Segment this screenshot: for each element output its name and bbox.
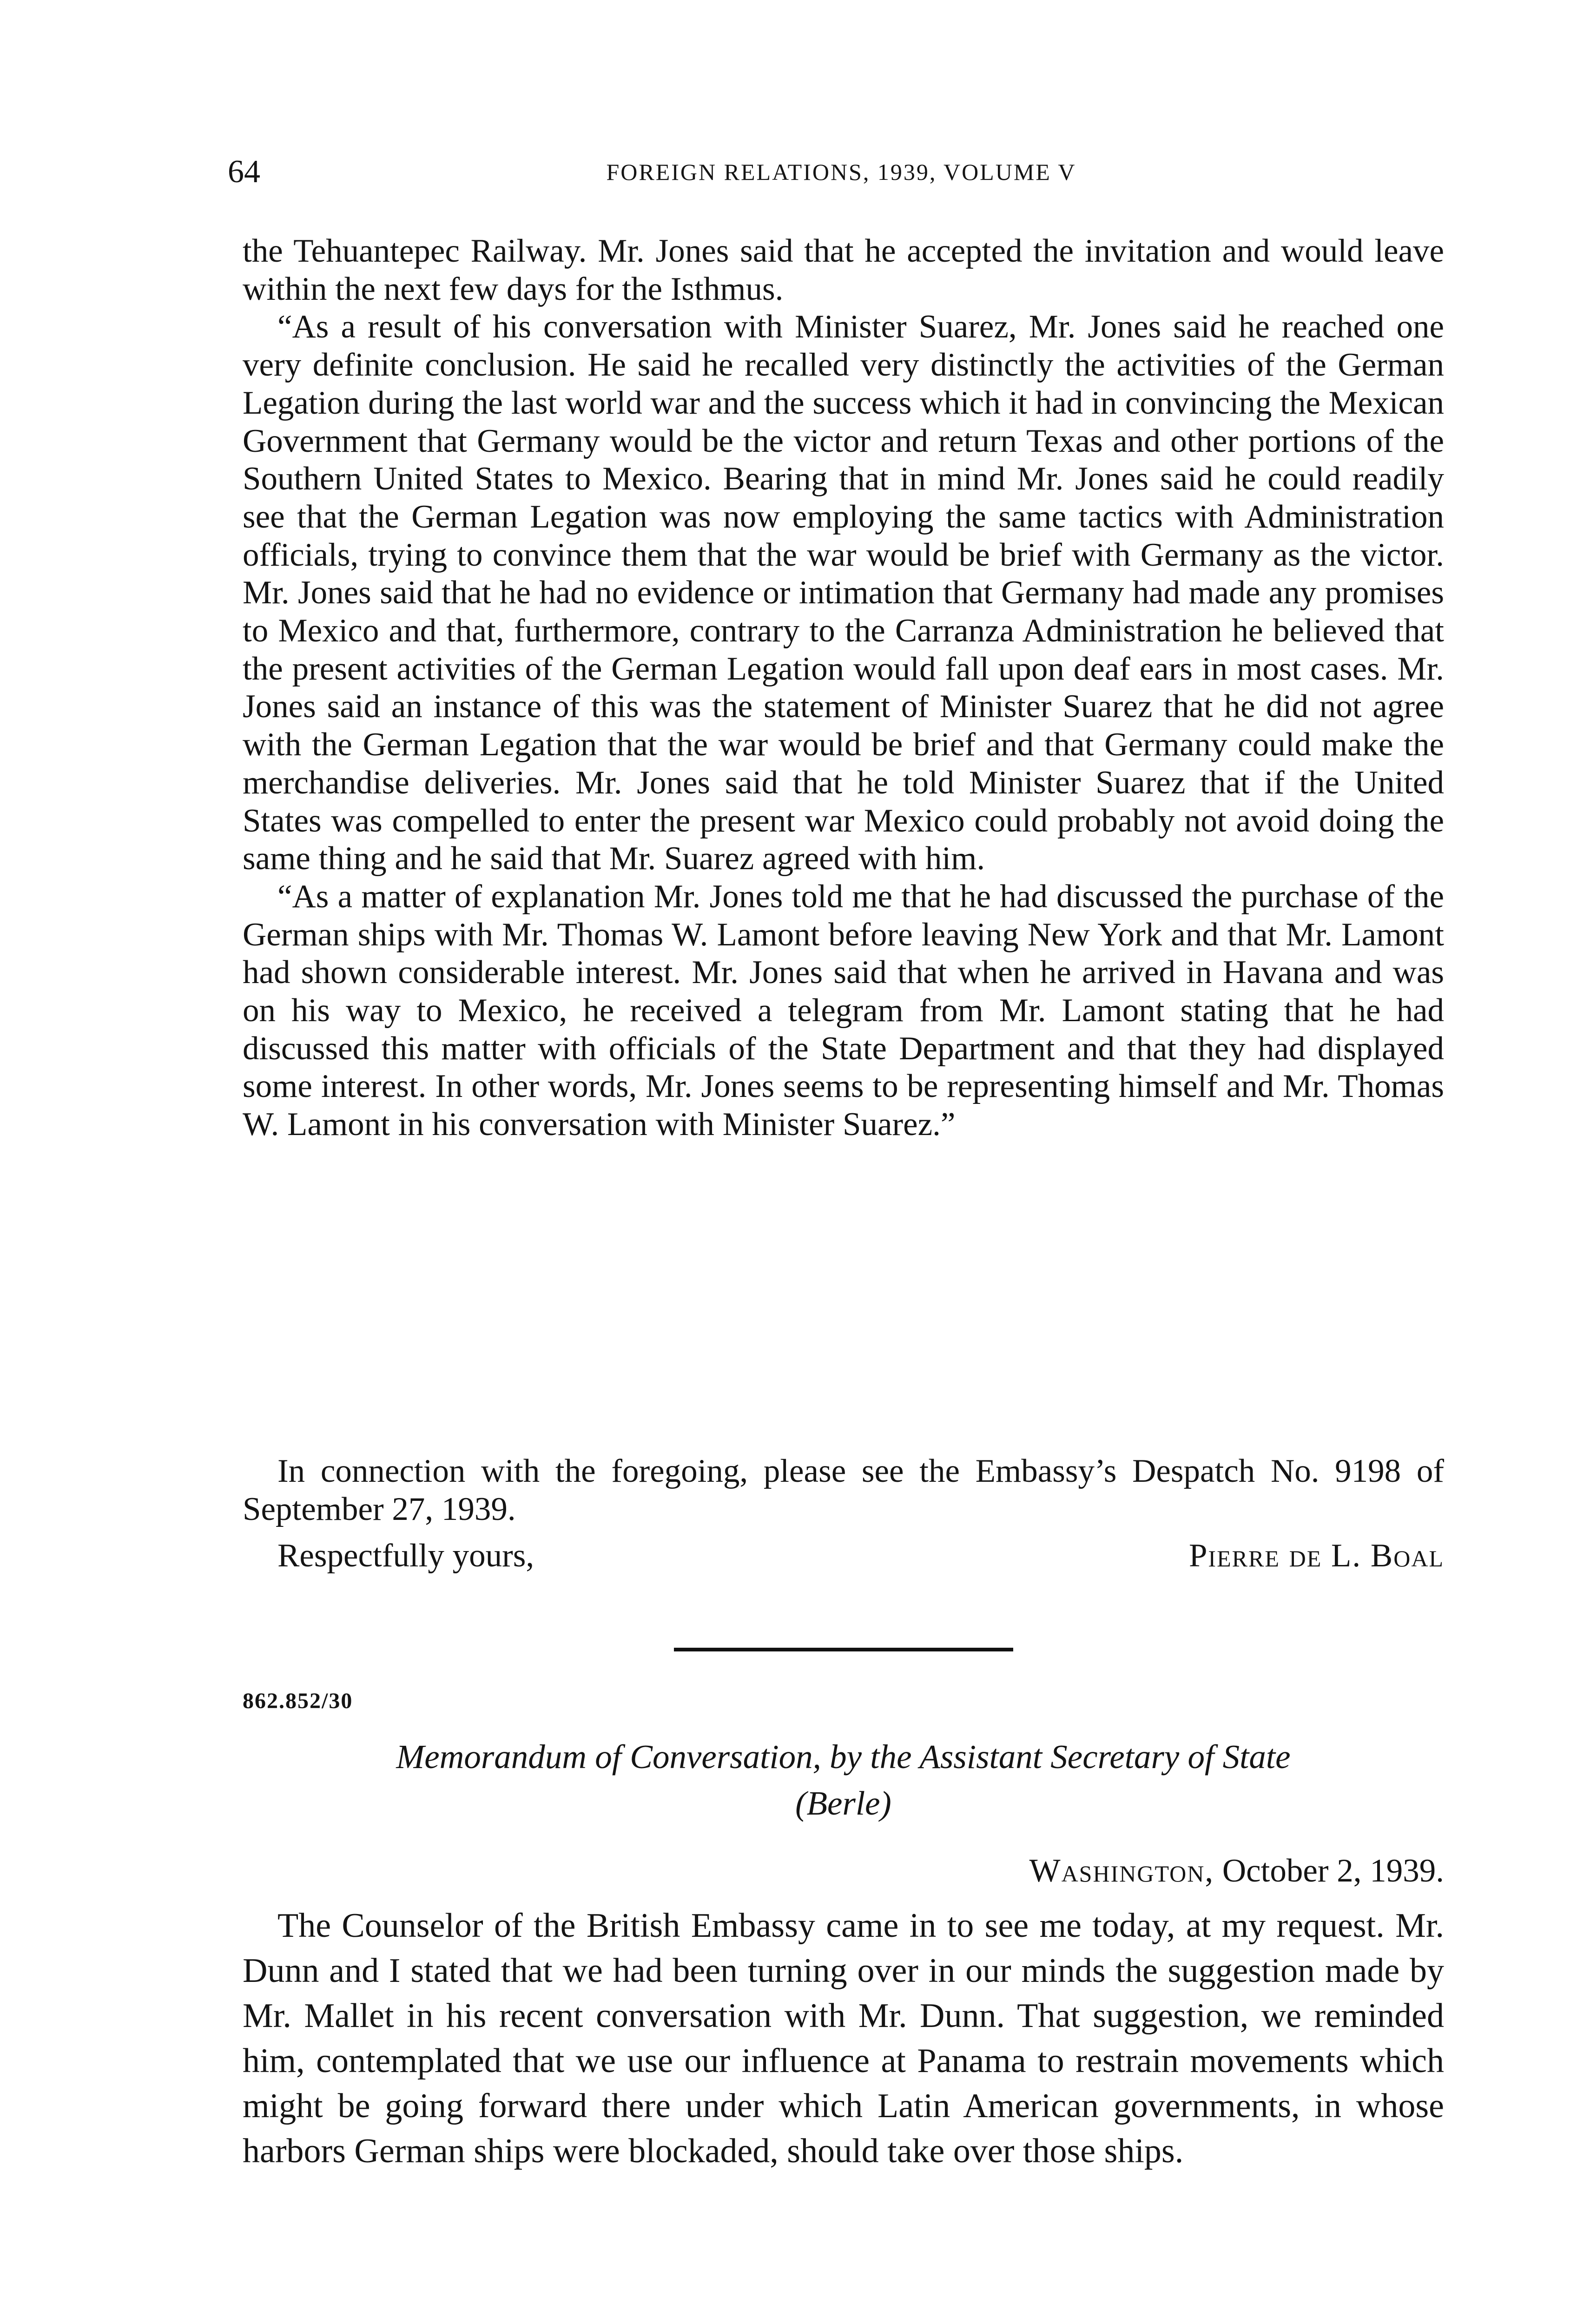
memo-title-line: Memorandum of Conversation, by the Assistant Secretary of State (396, 1738, 1291, 1776)
running-head: FOREIGN RELATIONS, 1939, VOLUME V (606, 159, 1076, 185)
letter-continuation (243, 232, 1444, 1144)
section-divider (674, 1648, 1013, 1651)
letter-reference (243, 1452, 1444, 1528)
file-number: 862.852/30 (243, 1689, 353, 1713)
paragraph-conclusion: “As a result of his conversation with Minister Suarez, Mr. Jones said he reached one very definite conclusion. He said he recalled very distinctly the activities of the German Legation during the last world war and the success which it had in convincing the Mexican Government that Germany would be the victor and return Texas and other portions of the Southern United States to Mexico. Bearing that in mind Mr. Jones said he could readily see that the German Legation was now employing the same tactics with Administration officials, trying to convince them that the war would be brief with Germany as the victor. Mr. Jones said that he had no evidence or intimation that Germany had made any promises to Mexico and that, furthermore, contrary to the Carranza Administration he believed that the present activities of the German Legation would fall upon deaf ears in most cases. Mr. Jones said an instance of this was the statement of Minister Suarez that he did not agree with the German Legation that the war would be brief and that Germany could make the merchandise deliveries. Mr. Jones said that he told Minister Suarez that if the United States was compelled to enter the present war Mexico could probably not avoid doing the same thing and he said that Mr. Suarez agreed with him. (243, 309, 1444, 877)
memo-title-author: (Berle) (795, 1784, 891, 1822)
paragraph-despatch-reference: In connection with the foregoing, please see the Embassy’s Despatch No. 9198 of September 27, 1939. (243, 1453, 1444, 1527)
memo-title (243, 1734, 1444, 1827)
letter-closing (277, 1535, 1444, 1577)
page-number: 64 (228, 154, 260, 190)
dateline-place: Washington, (1029, 1853, 1214, 1889)
paragraph-memo: The Counselor of the British Embassy came in to see me today, at my request. Mr. Dunn and I stated that we had been turning over in our minds the suggestion made by Mr. Mallet in his recent conversation with Mr. Dunn. That suggestion, we reminded him, contemplated that we use our influence at Panama to restrain movements which might be going forward there under which Latin American governments, in whose harbors German ships were blockaded, should take over those ships. (243, 1907, 1444, 2170)
page-header (228, 151, 1455, 193)
paragraph-tehuantepec: the Tehuantepec Railway. Mr. Jones said that he accepted the invitation and would leave within the next few days for the Isthmus. (243, 233, 1444, 307)
memo-body (243, 1903, 1444, 2174)
dateline (1029, 1850, 1444, 1892)
paragraph-explanation: “As a matter of explanation Mr. Jones told me that he had discussed the purchase of the German ships with Mr. Thomas W. Lamont before leaving New York and that Mr. Lamont had shown considerable interest. Mr. Jones said that when he arrived in Havana and was on his way to Mexico, he received a telegram from Mr. Lamont stating that he had discussed this matter with officials of the State Department and that they had displayed some interest. In other words, Mr. Jones seems to be representing himself and Mr. Thomas W. Lamont in his conversation with Minister Suarez.” (243, 878, 1444, 1143)
salutation: Respectfully yours, (277, 1538, 534, 1574)
signature: Pierre de L. Boal (1188, 1538, 1444, 1574)
dateline-date: October 2, 1939. (1214, 1853, 1444, 1889)
